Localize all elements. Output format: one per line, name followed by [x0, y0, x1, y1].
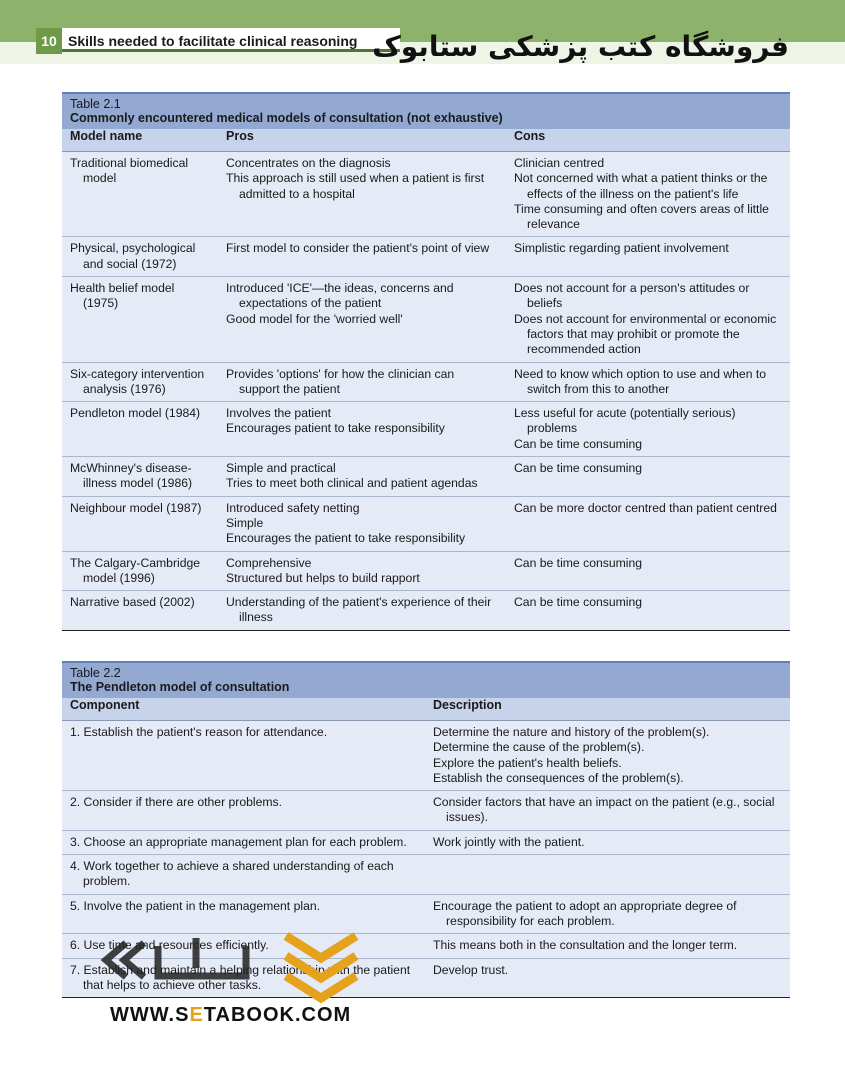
table-row — [62, 456, 790, 496]
column-header-cons: Cons — [514, 129, 546, 143]
cons-cell — [506, 277, 790, 361]
pros-cell — [218, 497, 506, 551]
watermark-url — [110, 1004, 351, 1027]
pros-item: Simple — [226, 515, 264, 530]
model-name: Health belief model (1975) — [70, 281, 175, 311]
table-row — [62, 830, 790, 854]
table-row — [62, 362, 790, 402]
cons-cell — [506, 497, 790, 551]
pros-item: Introduced 'ICE'—the ideas, concerns and expectations of the patient — [226, 281, 454, 311]
pros-cell — [218, 552, 506, 591]
description-item: Develop trust. — [433, 962, 509, 977]
cons-item: Less useful for acute (potentially serious) problems — [514, 406, 736, 436]
cons-item: Does not account for environmental or economic factors that may prohibit or promote the recommended action — [514, 311, 777, 357]
url-accent: E — [189, 1004, 204, 1026]
description-cell — [425, 895, 790, 934]
table-2-1 — [62, 92, 790, 631]
table-row — [62, 720, 790, 790]
table-body — [62, 151, 790, 631]
description-item: Work jointly with the patient. — [433, 834, 585, 849]
cons-item: Need to know which option to use and when to switch from this to another — [514, 366, 767, 396]
table-row — [62, 854, 790, 894]
column-header-component: Component — [70, 698, 140, 712]
pros-item: Understanding of the patient's experience of their illness — [226, 595, 492, 625]
table-header — [62, 661, 790, 698]
cons-item: Can be time consuming — [514, 555, 643, 570]
model-name-cell — [62, 363, 218, 402]
pros-cell — [218, 152, 506, 236]
table-number: Table 2.1 — [70, 97, 121, 111]
table-row — [62, 496, 790, 551]
model-name-cell — [62, 457, 218, 496]
pros-item: Concentrates on the diagnosis — [226, 156, 391, 170]
component-text: 5. Involve the patient in the management plan. — [70, 898, 321, 913]
cons-cell — [506, 363, 790, 402]
pros-item: Introduced safety netting — [226, 500, 360, 515]
cons-cell — [506, 402, 790, 456]
table-header — [62, 92, 790, 129]
table-row — [62, 790, 790, 830]
cons-item: Time consuming and often covers areas of little relevance — [514, 201, 769, 232]
component-text: 2. Consider if there are other problems. — [70, 795, 283, 810]
cons-item: Can be time consuming — [514, 436, 643, 451]
cons-cell — [506, 237, 790, 276]
component-cell — [62, 831, 425, 854]
model-name: Pendleton model (1984) — [70, 406, 201, 421]
table-row — [62, 401, 790, 456]
model-name: Neighbour model (1987) — [70, 500, 202, 515]
cons-cell — [506, 591, 790, 630]
table-row — [62, 276, 790, 361]
pros-cell — [218, 237, 506, 276]
cons-item: Clinician centred — [514, 156, 605, 170]
pros-cell — [218, 277, 506, 361]
model-name: Physical, psychological and social (1972) — [70, 241, 196, 271]
model-name-cell — [62, 402, 218, 456]
table-row — [62, 236, 790, 276]
model-name-cell — [62, 237, 218, 276]
description-cell — [425, 831, 790, 854]
pros-item: Encourages the patient to take responsibility — [226, 531, 466, 546]
model-name-cell — [62, 152, 218, 236]
component-text: 4. Work together to achieve a shared understanding of each problem. — [70, 859, 394, 889]
pros-item: Good model for the 'worried well' — [226, 311, 403, 326]
model-name: The Calgary-Cambridge model (1996) — [70, 555, 201, 585]
page-number: 10 — [36, 28, 62, 54]
description-item: Explore the patient's health beliefs. — [433, 755, 622, 770]
pros-cell — [218, 457, 506, 496]
pros-item: First model to consider the patient's point of view — [226, 241, 490, 256]
component-cell — [62, 791, 425, 830]
pros-item: Simple and practical — [226, 461, 336, 476]
cons-item: Simplistic regarding patient involvement — [514, 241, 729, 256]
pros-item: Comprehensive — [226, 555, 312, 570]
pros-cell — [218, 402, 506, 456]
pros-cell — [218, 363, 506, 402]
component-cell — [62, 721, 425, 790]
description-cell — [425, 959, 790, 998]
model-name-cell — [62, 497, 218, 551]
pros-item: Involves the patient — [226, 406, 332, 421]
store-name: فروشگاه کتب پزشکی ستابوک — [372, 30, 789, 63]
description-cell — [425, 855, 790, 894]
pros-item: Encourages patient to take responsibility — [226, 421, 445, 436]
url-prefix: WWW.S — [110, 1004, 190, 1026]
model-name: Narrative based (2002) — [70, 595, 195, 610]
description-cell — [425, 721, 790, 790]
model-name: McWhinney's disease-illness model (1986) — [70, 461, 193, 491]
pros-item: Structured but helps to build rapport — [226, 570, 420, 585]
pros-item: This approach is still used when a patient is first admitted to a hospital — [226, 171, 485, 201]
cons-item: Does not account for a person's attitudes or beliefs — [514, 281, 750, 311]
model-name: Traditional biomedical model — [70, 156, 189, 186]
cons-cell — [506, 552, 790, 591]
column-header-description: Description — [433, 698, 502, 712]
description-item: This means both in the consultation and the longer term. — [433, 938, 738, 953]
pros-item: Tries to meet both clinical and patient agendas — [226, 476, 478, 491]
description-item: Determine the cause of the problem(s). — [433, 740, 645, 755]
cons-item: Can be time consuming — [514, 595, 643, 610]
table-row — [62, 551, 790, 591]
component-text: 1. Establish the patient's reason for attendance. — [70, 725, 328, 739]
component-cell — [62, 855, 425, 894]
column-header-model: Model name — [70, 129, 143, 143]
table-title: The Pendleton model of consultation — [70, 680, 290, 694]
column-headers — [62, 698, 790, 720]
description-item: Determine the nature and history of the problem(s). — [433, 725, 710, 739]
model-name: Six-category intervention analysis (1976) — [70, 366, 205, 396]
description-cell — [425, 791, 790, 830]
cons-item: Can be more doctor centred than patient centred — [514, 500, 777, 515]
pros-item: Provides 'options' for how the clinician can support the patient — [226, 366, 455, 396]
cons-cell — [506, 152, 790, 236]
pros-cell — [218, 591, 506, 630]
model-name-cell — [62, 552, 218, 591]
model-name-cell — [62, 277, 218, 361]
description-cell — [425, 934, 790, 957]
component-text: 7. Establish and maintain a helping relationship with the patient that helps to achieve other tasks. — [70, 962, 411, 992]
component-text: 6. Use time and resources efficiently. — [70, 938, 269, 953]
cons-cell — [506, 457, 790, 496]
model-name-cell — [62, 591, 218, 630]
table-number: Table 2.2 — [70, 666, 121, 680]
column-header-pros: Pros — [226, 129, 254, 143]
cons-item: Not concerned with what a patient thinks or the effects of the illness on the patient's life — [514, 171, 768, 201]
url-suffix: TABOOK.COM — [203, 1004, 352, 1026]
table-title: Commonly encountered medical models of consultation (not exhaustive) — [70, 111, 503, 125]
cons-item: Can be time consuming — [514, 461, 643, 476]
column-headers — [62, 129, 790, 151]
running-title: Skills needed to facilitate clinical reasoning — [62, 28, 400, 52]
description-item: Consider factors that have an impact on the patient (e.g., social issues). — [433, 795, 775, 825]
description-item: Establish the consequences of the problem(s). — [433, 770, 684, 785]
component-text: 3. Choose an appropriate management plan for each problem. — [70, 834, 407, 849]
table-row — [62, 590, 790, 630]
description-item: Encourage the patient to adopt an appropriate degree of responsibility for each problem. — [433, 898, 737, 928]
table-row — [62, 151, 790, 236]
